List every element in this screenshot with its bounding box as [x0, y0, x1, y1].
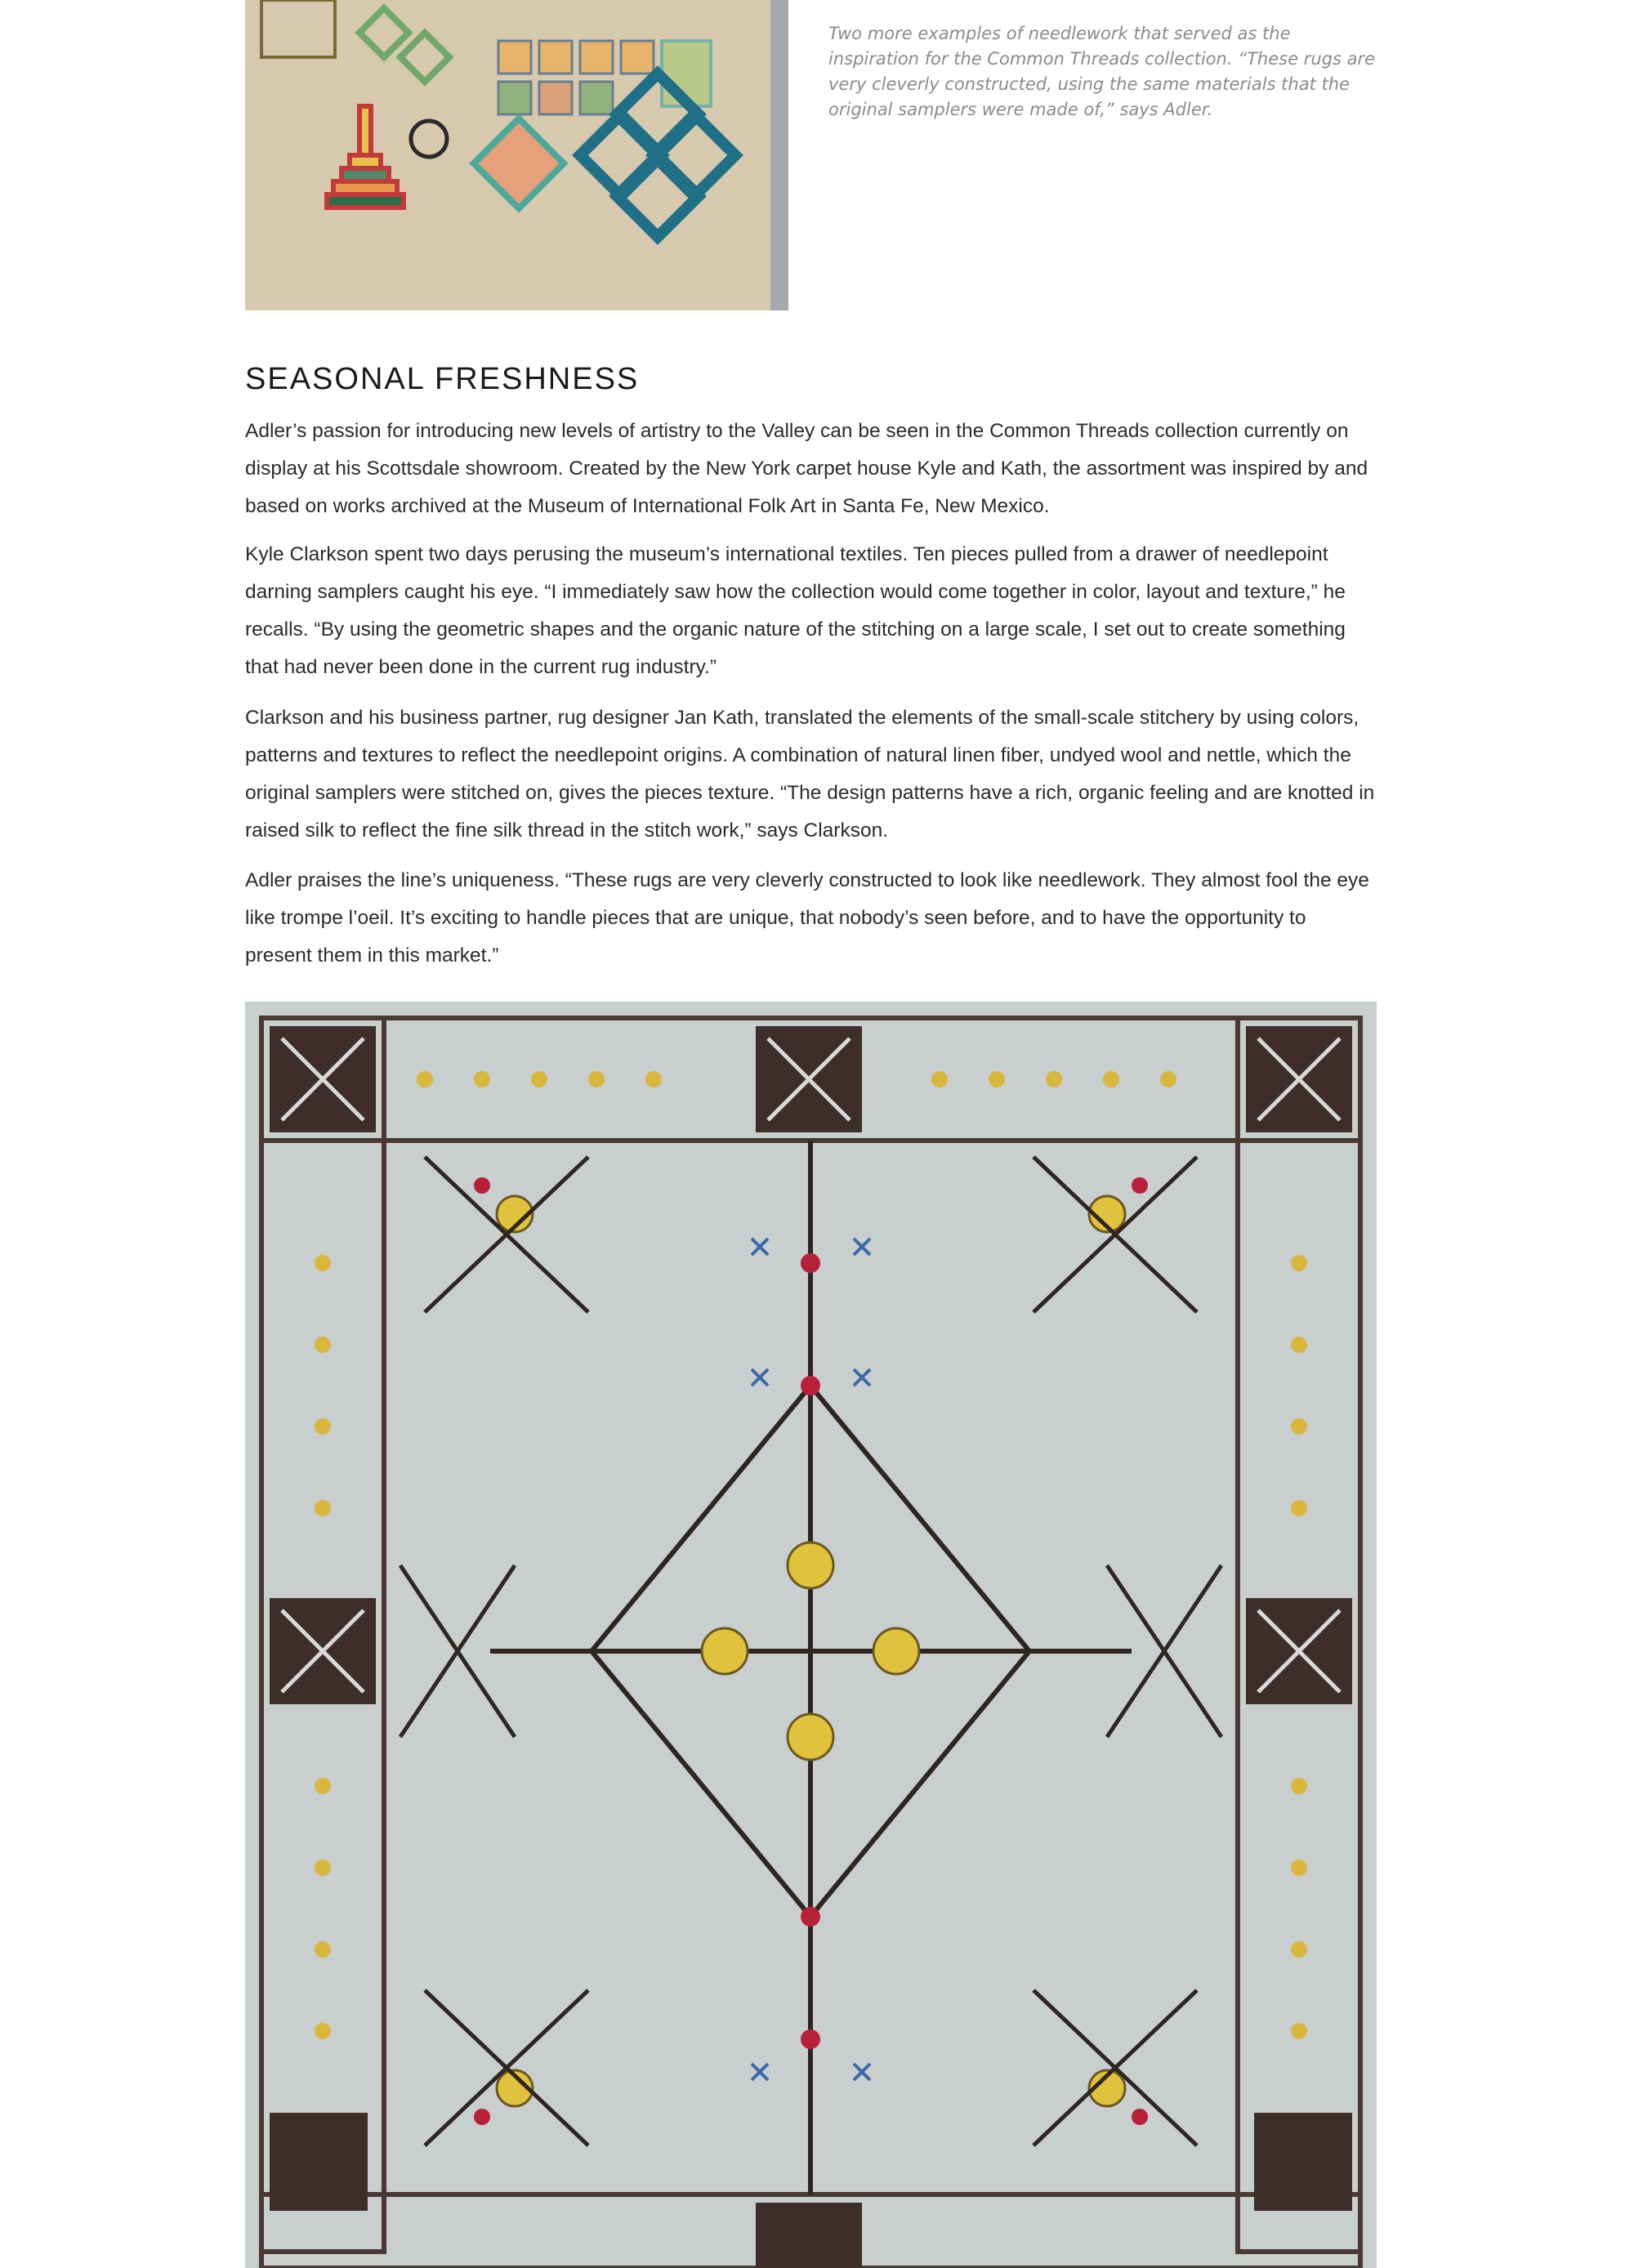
rug-pattern-illustration — [245, 1002, 1377, 2268]
body-paragraph-1: Adler’s passion for introducing new levels of artistry to the Valley can be seen in the Common Threads collection currently on display at his Scottsdale showroom. Created by the New York carpet house Kyle and Kath, the assortment was inspired by and based on works archived at the Museum of International Folk Art in Santa Fe, New Mexico. — [245, 420, 1368, 517]
image-caption: Two more examples of needlework that served as the inspiration for the Common Threads collection. “These rugs are very cleverly constructed, using the same materials that the original samplers were made of,” says Adler. — [828, 24, 1375, 119]
body-paragraph-3: Clarkson and his business partner, rug designer Jan Kath, translated the elements of the small-scale stitchery by using colors, patterns and textures to reflect the needlepoint origins. A combination of natural linen fiber, undyed wool and nettle, which the original samplers were stitched on, gives the pieces texture. “The design patterns have a rich, organic feeling and are knotted in raised silk to reflect the fine silk thread in the stitch work,” says Clarkson. — [245, 707, 1375, 842]
rug-photo — [245, 1002, 1377, 2268]
body-paragraph-2: Kyle Clarkson spent two days perusing the museum’s international textiles. Ten pieces pulled from a drawer of needlepoint darning samplers caught his eye. “I immediately saw how the collection would come together in color, layout and texture,” he recalls. “By using the geometric shapes and the organic nature of the stitching on a large scale, I set out to create something that had never been done in the current rug industry.” — [245, 543, 1346, 678]
sampler-needlework-illustration — [245, 0, 788, 310]
body-paragraph-4: Adler praises the line’s uniqueness. “These rugs are very cleverly constructed to look like needlework. They almost fool the eye like trompe l’oeil. It’s exciting to handle pieces that are unique, that nobody’s seen before, and to have the opportunity to present them in this market.” — [245, 869, 1369, 967]
section-heading: SEASONAL FRESHNESS — [245, 362, 640, 396]
sampler-photo — [245, 0, 788, 310]
